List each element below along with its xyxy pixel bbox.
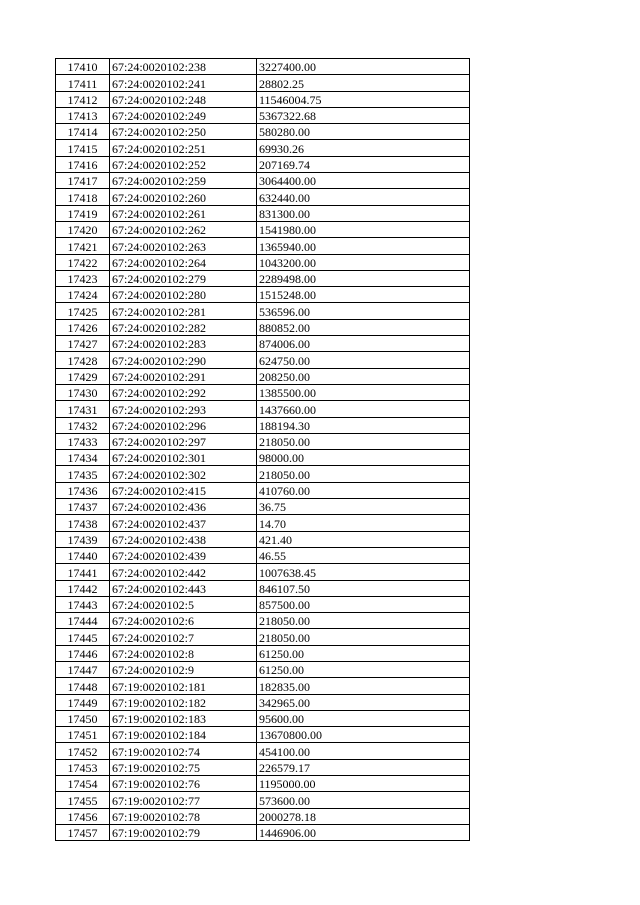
cadastral-number: 67:24:0020102:280 bbox=[110, 287, 257, 303]
row-number: 17451 bbox=[56, 727, 110, 743]
cadastral-number: 67:24:0020102:279 bbox=[110, 270, 257, 286]
table-row bbox=[56, 580, 470, 596]
cadastral-value: 208250.00 bbox=[257, 368, 470, 384]
row-number: 17429 bbox=[56, 368, 110, 384]
cadastral-value: 28802.25 bbox=[257, 75, 470, 91]
table-row bbox=[56, 124, 470, 140]
cadastral-value: 5367322.68 bbox=[257, 107, 470, 123]
cadastral-value: 3227400.00 bbox=[257, 59, 470, 75]
cadastral-value: 3064400.00 bbox=[257, 173, 470, 189]
row-number: 17439 bbox=[56, 531, 110, 547]
table-row bbox=[56, 336, 470, 352]
cadastral-number: 67:24:0020102:252 bbox=[110, 156, 257, 172]
table-row bbox=[56, 564, 470, 580]
table-row bbox=[56, 368, 470, 384]
cadastral-number: 67:24:0020102:261 bbox=[110, 205, 257, 221]
cadastral-value: 11546004.75 bbox=[257, 91, 470, 107]
cadastral-number: 67:19:0020102:79 bbox=[110, 824, 257, 840]
row-number: 17411 bbox=[56, 75, 110, 91]
cadastral-number: 67:24:0020102:443 bbox=[110, 580, 257, 596]
table-row bbox=[56, 629, 470, 645]
cadastral-number: 67:24:0020102:290 bbox=[110, 352, 257, 368]
table-row bbox=[56, 91, 470, 107]
row-number: 17425 bbox=[56, 303, 110, 319]
table-row bbox=[56, 156, 470, 172]
cadastral-value: 61250.00 bbox=[257, 661, 470, 677]
cadastral-value: 218050.00 bbox=[257, 629, 470, 645]
row-number: 17442 bbox=[56, 580, 110, 596]
cadastral-value: 410760.00 bbox=[257, 482, 470, 498]
cadastral-value-table bbox=[55, 58, 470, 841]
cadastral-number: 67:24:0020102:415 bbox=[110, 482, 257, 498]
table-row bbox=[56, 743, 470, 759]
row-number: 17440 bbox=[56, 547, 110, 563]
cadastral-value: 2000278.18 bbox=[257, 808, 470, 824]
cadastral-number: 67:24:0020102:249 bbox=[110, 107, 257, 123]
row-number: 17457 bbox=[56, 824, 110, 840]
cadastral-number: 67:24:0020102:259 bbox=[110, 173, 257, 189]
cadastral-value: 1195000.00 bbox=[257, 776, 470, 792]
cadastral-number: 67:24:0020102:8 bbox=[110, 645, 257, 661]
table-row bbox=[56, 319, 470, 335]
row-number: 17456 bbox=[56, 808, 110, 824]
table-row bbox=[56, 596, 470, 612]
cadastral-number: 67:24:0020102:297 bbox=[110, 433, 257, 449]
cadastral-value: 580280.00 bbox=[257, 124, 470, 140]
cadastral-number: 67:19:0020102:74 bbox=[110, 743, 257, 759]
row-number: 17426 bbox=[56, 319, 110, 335]
cadastral-value: 13670800.00 bbox=[257, 727, 470, 743]
row-number: 17424 bbox=[56, 287, 110, 303]
table-row bbox=[56, 613, 470, 629]
cadastral-value: 831300.00 bbox=[257, 205, 470, 221]
table-row bbox=[56, 303, 470, 319]
cadastral-value: 218050.00 bbox=[257, 613, 470, 629]
table-row bbox=[56, 482, 470, 498]
cadastral-value: 624750.00 bbox=[257, 352, 470, 368]
row-number: 17430 bbox=[56, 384, 110, 400]
cadastral-value: 182835.00 bbox=[257, 678, 470, 694]
row-number: 17419 bbox=[56, 205, 110, 221]
cadastral-number: 67:24:0020102:296 bbox=[110, 417, 257, 433]
table-row bbox=[56, 678, 470, 694]
table-row bbox=[56, 499, 470, 515]
cadastral-number: 67:19:0020102:182 bbox=[110, 694, 257, 710]
row-number: 17432 bbox=[56, 417, 110, 433]
table-row bbox=[56, 759, 470, 775]
cadastral-number: 67:24:0020102:264 bbox=[110, 254, 257, 270]
table-row bbox=[56, 694, 470, 710]
cadastral-value: 880852.00 bbox=[257, 319, 470, 335]
row-number: 17435 bbox=[56, 466, 110, 482]
table-row bbox=[56, 515, 470, 531]
table-row bbox=[56, 205, 470, 221]
row-number: 17415 bbox=[56, 140, 110, 156]
cadastral-value: 14.70 bbox=[257, 515, 470, 531]
row-number: 17422 bbox=[56, 254, 110, 270]
cadastral-value: 1385500.00 bbox=[257, 384, 470, 400]
cadastral-number: 67:19:0020102:76 bbox=[110, 776, 257, 792]
row-number: 17428 bbox=[56, 352, 110, 368]
cadastral-value: 342965.00 bbox=[257, 694, 470, 710]
table-row bbox=[56, 531, 470, 547]
table-body bbox=[56, 59, 470, 841]
cadastral-number: 67:19:0020102:75 bbox=[110, 759, 257, 775]
cadastral-value: 846107.50 bbox=[257, 580, 470, 596]
cadastral-value: 61250.00 bbox=[257, 645, 470, 661]
cadastral-value: 69930.26 bbox=[257, 140, 470, 156]
row-number: 17436 bbox=[56, 482, 110, 498]
row-number: 17410 bbox=[56, 59, 110, 75]
table-row bbox=[56, 824, 470, 840]
row-number: 17423 bbox=[56, 270, 110, 286]
table-row bbox=[56, 792, 470, 808]
cadastral-number: 67:24:0020102:263 bbox=[110, 238, 257, 254]
row-number: 17418 bbox=[56, 189, 110, 205]
cadastral-number: 67:24:0020102:250 bbox=[110, 124, 257, 140]
cadastral-number: 67:24:0020102:442 bbox=[110, 564, 257, 580]
row-number: 17437 bbox=[56, 499, 110, 515]
cadastral-number: 67:24:0020102:283 bbox=[110, 336, 257, 352]
row-number: 17449 bbox=[56, 694, 110, 710]
cadastral-number: 67:24:0020102:292 bbox=[110, 384, 257, 400]
cadastral-value: 1043200.00 bbox=[257, 254, 470, 270]
row-number: 17447 bbox=[56, 661, 110, 677]
cadastral-number: 67:24:0020102:301 bbox=[110, 450, 257, 466]
table-row bbox=[56, 401, 470, 417]
table-row bbox=[56, 466, 470, 482]
cadastral-number: 67:24:0020102:251 bbox=[110, 140, 257, 156]
cadastral-number: 67:19:0020102:184 bbox=[110, 727, 257, 743]
cadastral-value: 1437660.00 bbox=[257, 401, 470, 417]
table-row bbox=[56, 727, 470, 743]
cadastral-number: 67:24:0020102:302 bbox=[110, 466, 257, 482]
row-number: 17414 bbox=[56, 124, 110, 140]
cadastral-number: 67:24:0020102:438 bbox=[110, 531, 257, 547]
cadastral-value: 1446906.00 bbox=[257, 824, 470, 840]
row-number: 17421 bbox=[56, 238, 110, 254]
cadastral-value: 46.55 bbox=[257, 547, 470, 563]
table-row bbox=[56, 433, 470, 449]
table-row bbox=[56, 107, 470, 123]
row-number: 17413 bbox=[56, 107, 110, 123]
table-row bbox=[56, 352, 470, 368]
row-number: 17433 bbox=[56, 433, 110, 449]
cadastral-value: 454100.00 bbox=[257, 743, 470, 759]
table-row bbox=[56, 776, 470, 792]
row-number: 17444 bbox=[56, 613, 110, 629]
cadastral-value: 1515248.00 bbox=[257, 287, 470, 303]
cadastral-value: 421.40 bbox=[257, 531, 470, 547]
cadastral-value: 36.75 bbox=[257, 499, 470, 515]
cadastral-number: 67:24:0020102:9 bbox=[110, 661, 257, 677]
cadastral-value: 536596.00 bbox=[257, 303, 470, 319]
table-row bbox=[56, 645, 470, 661]
cadastral-value: 1365940.00 bbox=[257, 238, 470, 254]
row-number: 17445 bbox=[56, 629, 110, 645]
cadastral-number: 67:19:0020102:183 bbox=[110, 710, 257, 726]
cadastral-number: 67:24:0020102:262 bbox=[110, 221, 257, 237]
cadastral-value: 1007638.45 bbox=[257, 564, 470, 580]
row-number: 17431 bbox=[56, 401, 110, 417]
row-number: 17434 bbox=[56, 450, 110, 466]
table-row bbox=[56, 287, 470, 303]
cadastral-number: 67:24:0020102:260 bbox=[110, 189, 257, 205]
table-row bbox=[56, 59, 470, 75]
cadastral-value: 874006.00 bbox=[257, 336, 470, 352]
table-row bbox=[56, 270, 470, 286]
table-row bbox=[56, 189, 470, 205]
row-number: 17427 bbox=[56, 336, 110, 352]
table-row bbox=[56, 450, 470, 466]
row-number: 17420 bbox=[56, 221, 110, 237]
row-number: 17453 bbox=[56, 759, 110, 775]
table-row bbox=[56, 417, 470, 433]
cadastral-number: 67:19:0020102:77 bbox=[110, 792, 257, 808]
table-row bbox=[56, 140, 470, 156]
row-number: 17438 bbox=[56, 515, 110, 531]
table-row bbox=[56, 221, 470, 237]
row-number: 17443 bbox=[56, 596, 110, 612]
cadastral-value: 857500.00 bbox=[257, 596, 470, 612]
row-number: 17446 bbox=[56, 645, 110, 661]
table-row bbox=[56, 808, 470, 824]
cadastral-number: 67:19:0020102:181 bbox=[110, 678, 257, 694]
cadastral-number: 67:24:0020102:238 bbox=[110, 59, 257, 75]
cadastral-number: 67:24:0020102:293 bbox=[110, 401, 257, 417]
cadastral-value: 218050.00 bbox=[257, 466, 470, 482]
cadastral-number: 67:24:0020102:436 bbox=[110, 499, 257, 515]
cadastral-value: 218050.00 bbox=[257, 433, 470, 449]
cadastral-value: 207169.74 bbox=[257, 156, 470, 172]
row-number: 17452 bbox=[56, 743, 110, 759]
table-row bbox=[56, 254, 470, 270]
table-row bbox=[56, 173, 470, 189]
cadastral-number: 67:24:0020102:7 bbox=[110, 629, 257, 645]
table-row bbox=[56, 661, 470, 677]
cadastral-number: 67:24:0020102:248 bbox=[110, 91, 257, 107]
table-row bbox=[56, 710, 470, 726]
row-number: 17448 bbox=[56, 678, 110, 694]
cadastral-number: 67:24:0020102:437 bbox=[110, 515, 257, 531]
cadastral-number: 67:24:0020102:241 bbox=[110, 75, 257, 91]
row-number: 17416 bbox=[56, 156, 110, 172]
cadastral-number: 67:24:0020102:439 bbox=[110, 547, 257, 563]
cadastral-number: 67:24:0020102:291 bbox=[110, 368, 257, 384]
row-number: 17454 bbox=[56, 776, 110, 792]
cadastral-number: 67:24:0020102:5 bbox=[110, 596, 257, 612]
table-row bbox=[56, 238, 470, 254]
cadastral-value: 226579.17 bbox=[257, 759, 470, 775]
row-number: 17455 bbox=[56, 792, 110, 808]
table-row bbox=[56, 384, 470, 400]
row-number: 17412 bbox=[56, 91, 110, 107]
table-row bbox=[56, 547, 470, 563]
cadastral-value: 95600.00 bbox=[257, 710, 470, 726]
row-number: 17417 bbox=[56, 173, 110, 189]
cadastral-value: 632440.00 bbox=[257, 189, 470, 205]
cadastral-value: 573600.00 bbox=[257, 792, 470, 808]
cadastral-value: 1541980.00 bbox=[257, 221, 470, 237]
table-row bbox=[56, 75, 470, 91]
cadastral-value: 98000.00 bbox=[257, 450, 470, 466]
cadastral-number: 67:24:0020102:282 bbox=[110, 319, 257, 335]
cadastral-value: 188194.30 bbox=[257, 417, 470, 433]
cadastral-number: 67:24:0020102:281 bbox=[110, 303, 257, 319]
row-number: 17441 bbox=[56, 564, 110, 580]
cadastral-number: 67:24:0020102:6 bbox=[110, 613, 257, 629]
cadastral-value: 2289498.00 bbox=[257, 270, 470, 286]
row-number: 17450 bbox=[56, 710, 110, 726]
cadastral-number: 67:19:0020102:78 bbox=[110, 808, 257, 824]
